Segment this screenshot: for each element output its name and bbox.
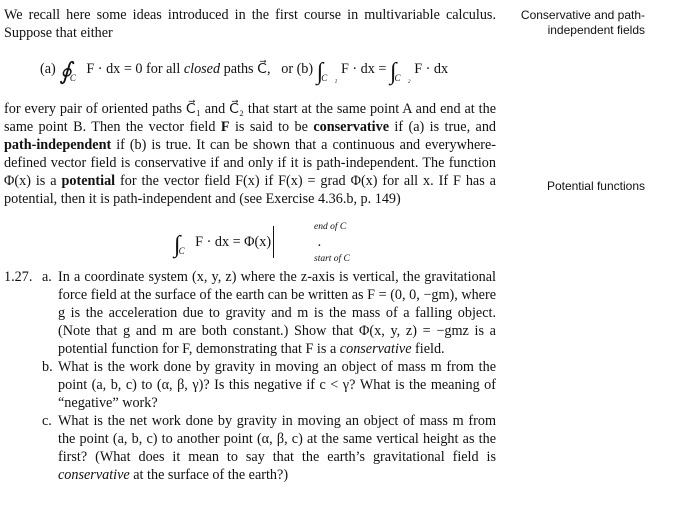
def-conservative: conservative — [313, 119, 389, 135]
def-F: F — [220, 119, 230, 135]
lower-limit: start of C⃗ — [314, 254, 358, 264]
condition-b-right: F · dx — [414, 61, 449, 77]
display-equation-conditions — [4, 52, 496, 94]
margin-note-potential — [485, 179, 645, 194]
part-a-tail: field. — [411, 341, 445, 357]
integral-sub-potential: C⃗ — [178, 246, 192, 256]
condition-a-closed: closed — [183, 61, 221, 77]
exercise-1-27 — [4, 268, 496, 484]
upper-limit: end of C⃗ — [314, 222, 354, 232]
def-text-2: is said to be — [229, 119, 314, 135]
part-b-label: b. — [42, 359, 53, 375]
main-text-column — [4, 6, 496, 484]
integral-sign-c1: ∫ — [316, 59, 324, 85]
def-path-independent: path-independent — [4, 137, 112, 153]
exercise-number: 1.27. — [4, 269, 33, 285]
def-text-5: for the vector field F(x) if F(x) = grad Φ(x) for all x. If F has a potential, then it is path-independent and (see Exercise 4.36.b, p. 149) — [4, 173, 496, 207]
potential-row — [174, 222, 358, 264]
exercise-part-b — [4, 358, 496, 412]
part-a-label: a. — [42, 269, 52, 285]
def-text-3: if (a) is true, and — [389, 119, 497, 135]
part-c-text: What is the net work done by gravity in moving an object of mass m from the point (a, b, c) to another point (α, β, c) at the same vertical height as the first? (What does it mean to say that the earth’s gravitational field is — [58, 413, 496, 465]
integral-sign-c2: ∫ — [389, 59, 397, 85]
exercise-part-a — [4, 268, 496, 358]
condition-a-label: (a) — [40, 61, 56, 77]
condition-a-tail: paths C⃗, — [223, 61, 271, 77]
part-a-conservative: conservative — [339, 341, 412, 357]
integral-sub-c1: C⃗₁ — [321, 73, 338, 83]
exercise-part-c — [4, 412, 496, 484]
evaluation-bar — [273, 226, 274, 258]
part-a-text: In a coordinate system (x, y, z) where the z-axis is vertical, the gravitational force field at the surface of the earth can be written as F = (0, 0, −gm), where g is the acceleration due to gravity and m is the mass of a falling object. (Note that g and m are both constant.) Show that Φ(x, y, z) = −gmz is a potential function for F, demonstrating that F is a — [58, 269, 496, 357]
part-c-conservative: conservative — [58, 467, 130, 483]
def-potential: potential — [61, 173, 116, 189]
part-c-label: c. — [42, 413, 52, 429]
potential-dot: . — [317, 234, 322, 250]
integral-sub-c2: C⃗₂ — [394, 73, 411, 83]
margin-note-potential-text: Potential functions — [546, 179, 645, 193]
intro-paragraph: We recall here some ideas introduced in the first course in multivariable calculus. Suppose that either — [4, 7, 496, 41]
integral-sign-potential: ∫ — [174, 232, 181, 258]
def-text-4: if (b) is true. It can be shown that a continuous and everywhere-defined vector field is conservative if and only if it is path-independent. The function Φ(x) is a — [4, 137, 496, 189]
condition-b-left: F · dx = — [340, 61, 387, 77]
potential-expr: F · dx = Φ(x) — [195, 234, 272, 250]
condition-row — [40, 60, 448, 87]
part-b-text: What is the work done by gravity in moving an object of mass m from the point (a, b, c) to (α, β, γ)? Is this negative if c < γ? What is the meaning of “negative” work? — [58, 359, 496, 411]
part-c-tail: at the surface of the earth?) — [129, 467, 289, 483]
definition-paragraph — [4, 100, 496, 208]
integral-sub-c: C⃗ — [69, 73, 83, 83]
closed-integral-sign: ∮ — [59, 59, 72, 85]
def-text-1: for every pair of oriented paths C⃗₁ and C⃗₂ that start at the same point A and end at the same point B. Then the vector field — [4, 101, 496, 135]
condition-b-label: or (b) — [281, 61, 314, 77]
display-equation-potential — [4, 214, 496, 262]
condition-a-expr: F · dx = 0 for all — [86, 61, 181, 77]
margin-note-conservative — [485, 8, 645, 38]
margin-note-conservative-text: Conservative and path-independent fields — [520, 8, 645, 37]
